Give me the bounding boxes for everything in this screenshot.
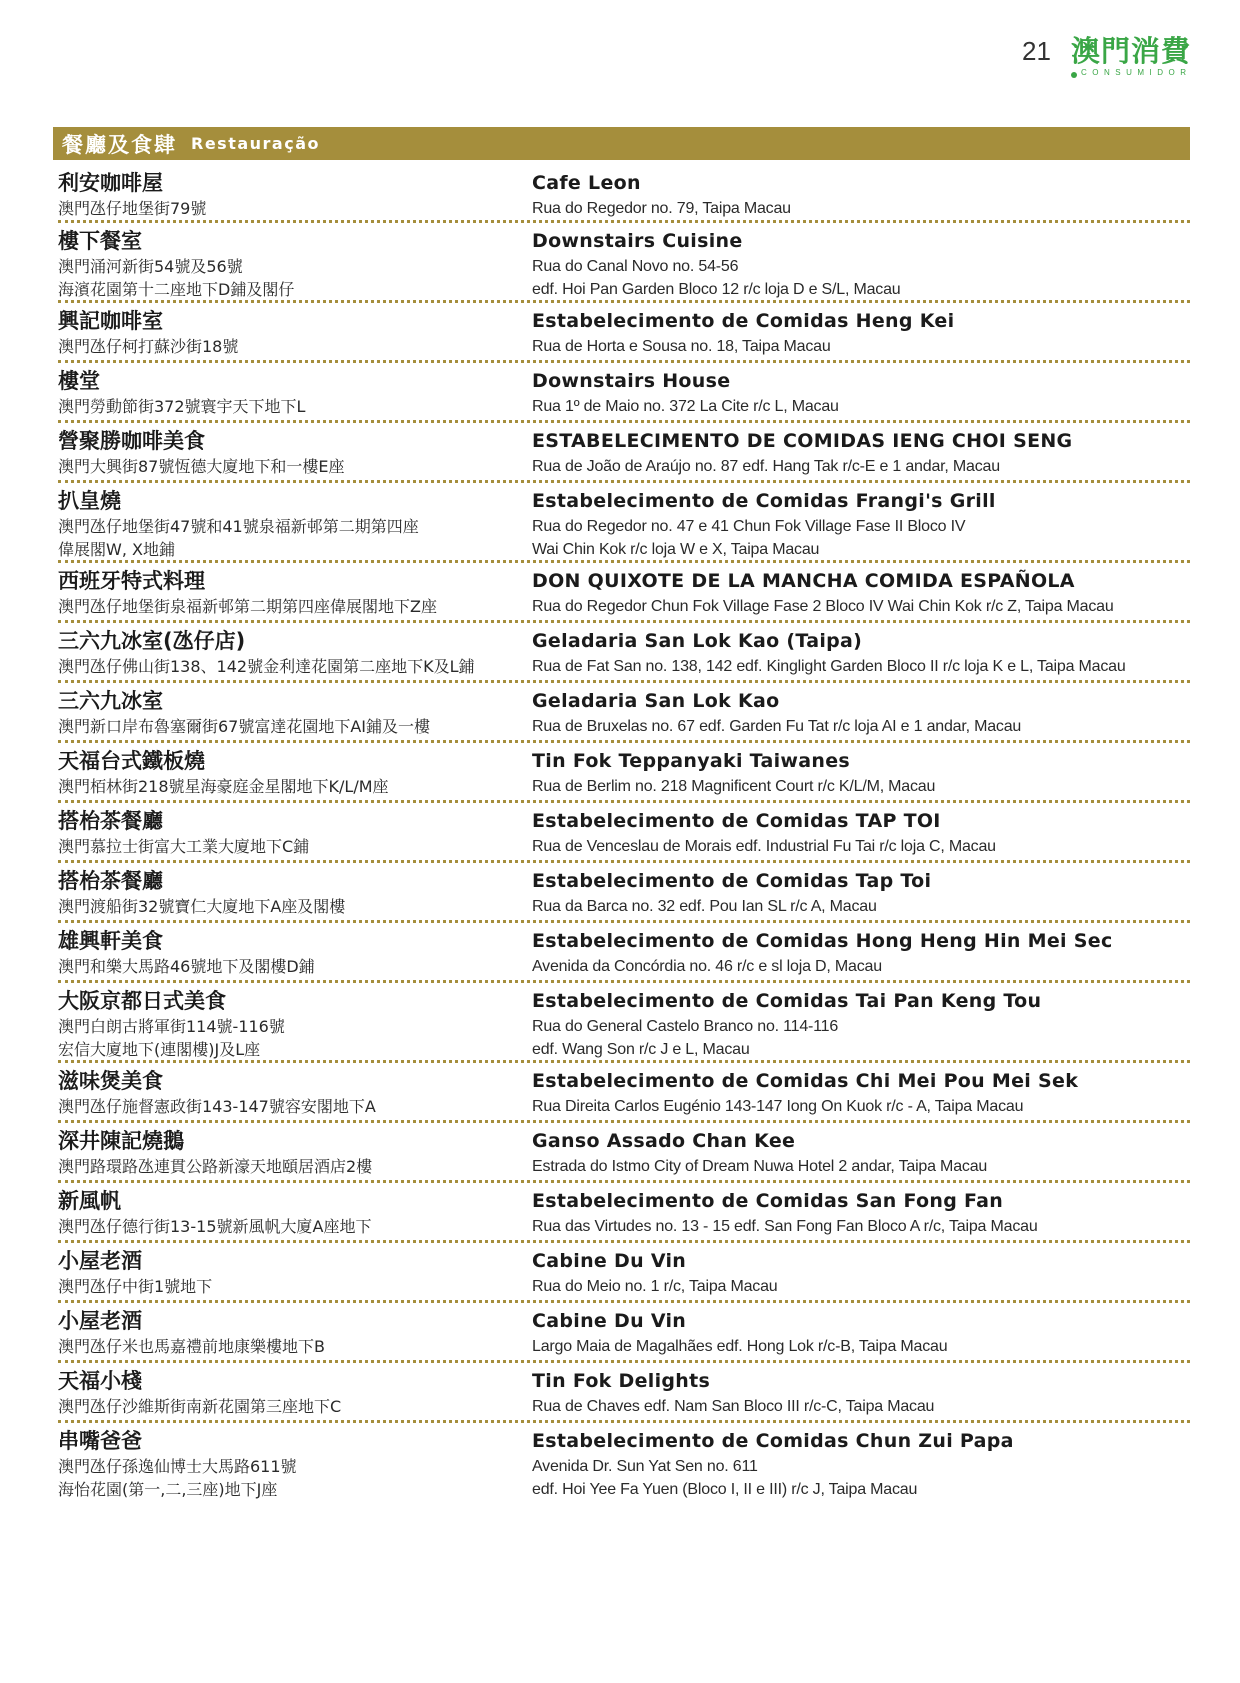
list-item <box>58 1363 1190 1423</box>
restaurant-name-zh: 利安咖啡屋 <box>58 171 163 195</box>
address-line-pt: Rua do Regedor no. 79, Taipa Macau <box>532 200 791 217</box>
chinese-column <box>58 423 532 480</box>
address-line-zh: 澳門路環路氹連貫公路新濠天地頤居酒店2樓 <box>58 1157 373 1176</box>
restaurant-name-zh: 興記咖啡室 <box>58 309 163 333</box>
restaurant-name-zh: 三六九冰室(氹仔店) <box>58 629 246 653</box>
list-item <box>58 863 1190 923</box>
address-line-pt: Rua de Berlim no. 218 Magnificent Court r/c K/L/M, Macau <box>532 778 936 795</box>
address-line-zh: 澳門氹仔孫逸仙博士大馬路611號 <box>58 1457 297 1476</box>
address-line-pt: Rua Direita Carlos Eugénio 143-147 Iong On Kuok r/c - A, Taipa Macau <box>532 1098 1024 1115</box>
portuguese-column <box>532 165 1190 220</box>
page-number: 21 <box>1022 36 1051 66</box>
restaurant-name-zh: 樓堂 <box>58 369 100 393</box>
list-item <box>58 563 1190 623</box>
chinese-column <box>58 1303 532 1360</box>
list-item <box>58 1243 1190 1303</box>
list-item <box>58 923 1190 983</box>
portuguese-column <box>532 863 1190 920</box>
list-item <box>58 165 1190 223</box>
list-item <box>58 1423 1190 1503</box>
chinese-column <box>58 363 532 420</box>
section-title-pt: Restauração <box>191 134 320 153</box>
portuguese-column <box>532 1243 1190 1300</box>
restaurant-name-zh: 搭枱茶餐廳 <box>58 809 163 833</box>
address-line-pt: Rua das Virtudes no. 13 - 15 edf. San Fong Fan Bloco A r/c, Taipa Macau <box>532 1218 1038 1235</box>
restaurant-name-pt: Cabine Du Vin <box>532 1310 687 1332</box>
chinese-column <box>58 923 532 980</box>
address-line-pt: Rua do Regedor Chun Fok Village Fase 2 Bloco IV Wai Chin Kok r/c Z, Taipa Macau <box>532 598 1114 615</box>
restaurant-name-pt: Estabelecimento de Comidas Tai Pan Keng Tou <box>532 990 1042 1012</box>
chinese-column <box>58 863 532 920</box>
address-line-zh: 澳門氹仔柯打蘇沙街18號 <box>58 337 239 356</box>
portuguese-column <box>532 803 1190 860</box>
address-line-zh: 澳門氹仔地堡街泉福新邨第二期第四座偉展閣地下Z座 <box>58 597 437 616</box>
chinese-column <box>58 483 532 560</box>
chinese-column <box>58 1363 532 1420</box>
address-line-zh: 澳門慕拉士街富大工業大廈地下C鋪 <box>58 837 310 856</box>
portuguese-column <box>532 1123 1190 1180</box>
chinese-column <box>58 743 532 800</box>
address-line-pt: Rua de Chaves edf. Nam San Bloco III r/c-C, Taipa Macau <box>532 1398 935 1415</box>
address-line-zh: 澳門涌河新街54號及56號 <box>58 257 243 276</box>
portuguese-column <box>532 683 1190 740</box>
address-line-pt: Rua do General Castelo Branco no. 114-116 <box>532 1018 839 1035</box>
chinese-column <box>58 1243 532 1300</box>
portuguese-column <box>532 1423 1190 1503</box>
portuguese-column <box>532 923 1190 980</box>
address-line-pt: edf. Hoi Yee Fa Yuen (Bloco I, II e III) r/c J, Taipa Macau <box>532 1481 918 1498</box>
restaurant-name-pt: Tin Fok Delights <box>532 1370 711 1392</box>
list-item <box>58 1183 1190 1243</box>
restaurant-name-pt: Estabelecimento de Comidas Chi Mei Pou Mei Sek <box>532 1070 1079 1092</box>
restaurant-name-zh: 天福台式鐵板燒 <box>58 749 205 773</box>
brand-subtitle: CONSUMIDOR <box>1081 68 1192 77</box>
list-item <box>58 623 1190 683</box>
address-line-pt: Rua de Fat San no. 138, 142 edf. Kinglight Garden Bloco II r/c loja K e L, Taipa Macau <box>532 658 1126 675</box>
restaurant-name-zh: 天福小棧 <box>58 1369 142 1393</box>
address-line-zh: 澳門栢林街218號星海豪庭金星閣地下K/L/M座 <box>58 777 389 796</box>
restaurant-name-pt: Estabelecimento de Comidas TAP TOI <box>532 810 941 832</box>
chinese-column <box>58 803 532 860</box>
chinese-column <box>58 303 532 360</box>
address-line-zh: 澳門新口岸布魯塞爾街67號富達花園地下AI鋪及一樓 <box>58 717 431 736</box>
address-line-pt: Wai Chin Kok r/c loja W e X, Taipa Macau <box>532 541 820 558</box>
restaurant-name-pt: ESTABELECIMENTO DE COMIDAS IENG CHOI SENG <box>532 430 1073 452</box>
address-line-pt: Rua da Barca no. 32 edf. Pou Ian SL r/c A, Macau <box>532 898 877 915</box>
restaurant-name-zh: 扒皇燒 <box>58 489 121 513</box>
chinese-column <box>58 683 532 740</box>
address-line-zh: 澳門氹仔地堡街79號 <box>58 199 207 218</box>
address-line-zh: 澳門氹仔中街1號地下 <box>58 1277 213 1296</box>
list-item <box>58 423 1190 483</box>
brand-title: 澳門消費 <box>1071 34 1192 68</box>
restaurant-name-zh: 新風帆 <box>58 1189 121 1213</box>
restaurant-name-zh: 西班牙特式料理 <box>58 569 205 593</box>
section-title-zh: 餐廳及食肆 <box>62 132 177 157</box>
portuguese-column <box>532 1183 1190 1240</box>
restaurant-name-pt: Cafe Leon <box>532 172 641 194</box>
restaurant-name-pt: DON QUIXOTE DE LA MANCHA COMIDA ESPAÑOLA <box>532 570 1075 592</box>
address-line-zh: 澳門白朗古將軍街114號-116號 <box>58 1017 285 1036</box>
portuguese-column <box>532 743 1190 800</box>
address-line-zh: 海濱花園第十二座地下D鋪及閣仔 <box>58 280 295 299</box>
address-line-zh: 澳門氹仔佛山街138、142號金利達花園第二座地下K及L鋪 <box>58 657 475 676</box>
portuguese-column <box>532 423 1190 480</box>
address-line-zh: 澳門氹仔德行街13-15號新風帆大廈A座地下 <box>58 1217 372 1236</box>
portuguese-column <box>532 483 1190 560</box>
list-item <box>58 223 1190 303</box>
chinese-column <box>58 1063 532 1120</box>
restaurant-name-zh: 小屋老酒 <box>58 1309 142 1333</box>
list-item <box>58 803 1190 863</box>
restaurant-name-zh: 大阪京都日式美食 <box>58 989 226 1013</box>
address-line-zh: 澳門大興街87號恆德大廈地下和一樓E座 <box>58 457 345 476</box>
restaurant-name-zh: 搭枱茶餐廳 <box>58 869 163 893</box>
restaurant-name-zh: 小屋老酒 <box>58 1249 142 1273</box>
portuguese-column <box>532 1363 1190 1420</box>
restaurant-name-zh: 樓下餐室 <box>58 229 142 253</box>
address-line-zh: 澳門氹仔沙維斯街南新花園第三座地下C <box>58 1397 342 1416</box>
list-item <box>58 483 1190 563</box>
address-line-zh: 澳門和樂大馬路46號地下及閣樓D鋪 <box>58 957 315 976</box>
restaurant-name-pt: Estabelecimento de Comidas Chun Zui Papa <box>532 1430 1014 1452</box>
restaurant-name-pt: Estabelecimento de Comidas Frangi's Grill <box>532 490 996 512</box>
restaurant-name-zh: 三六九冰室 <box>58 689 163 713</box>
chinese-column <box>58 563 532 620</box>
portuguese-column <box>532 363 1190 420</box>
list-item <box>58 303 1190 363</box>
restaurant-name-pt: Cabine Du Vin <box>532 1250 687 1272</box>
address-line-pt: edf. Hoi Pan Garden Bloco 12 r/c loja D e S/L, Macau <box>532 281 901 298</box>
address-line-pt: Avenida Dr. Sun Yat Sen no. 611 <box>532 1458 758 1475</box>
address-line-pt: Rua de Venceslau de Morais edf. Industrial Fu Tai r/c loja C, Macau <box>532 838 996 855</box>
portuguese-column <box>532 623 1190 680</box>
address-line-zh: 澳門氹仔米也馬嘉禮前地康樂樓地下B <box>58 1337 325 1356</box>
restaurant-name-pt: Ganso Assado Chan Kee <box>532 1130 796 1152</box>
address-line-pt: Rua do Regedor no. 47 e 41 Chun Fok Village Fase II Bloco IV <box>532 518 966 535</box>
chinese-column <box>58 1123 532 1180</box>
address-line-zh: 宏信大廈地下(連閣樓)J及L座 <box>58 1040 261 1059</box>
chinese-column <box>58 165 532 220</box>
address-line-zh: 偉展閣W, X地鋪 <box>58 540 175 559</box>
chinese-column <box>58 223 532 300</box>
address-line-pt: Rua de João de Araújo no. 87 edf. Hang Tak r/c-E e 1 andar, Macau <box>532 458 1000 475</box>
address-line-pt: Largo Maia de Magalhães edf. Hong Lok r/c-B, Taipa Macau <box>532 1338 948 1355</box>
restaurant-name-zh: 營聚勝咖啡美食 <box>58 429 205 453</box>
restaurant-name-pt: Downstairs Cuisine <box>532 230 743 252</box>
address-line-zh: 澳門氹仔地堡街47號和41號泉福新邨第二期第四座 <box>58 517 419 536</box>
section-header <box>53 127 1190 160</box>
restaurant-name-zh: 滋味煲美食 <box>58 1069 163 1093</box>
restaurant-name-zh: 串嘴爸爸 <box>58 1429 142 1453</box>
restaurant-name-pt: Estabelecimento de Comidas San Fong Fan <box>532 1190 1004 1212</box>
restaurant-name-zh: 深井陳記燒鵝 <box>58 1129 184 1153</box>
brand-dot-icon <box>1071 72 1077 78</box>
address-line-pt: Rua do Canal Novo no. 54-56 <box>532 258 739 275</box>
address-line-pt: Rua do Meio no. 1 r/c, Taipa Macau <box>532 1278 778 1295</box>
address-line-zh: 澳門勞動節街372號寰宇天下地下L <box>58 397 306 416</box>
list-item <box>58 743 1190 803</box>
chinese-column <box>58 1423 532 1503</box>
portuguese-column <box>532 563 1190 620</box>
address-line-pt: Estrada do Istmo City of Dream Nuwa Hotel 2 andar, Taipa Macau <box>532 1158 988 1175</box>
restaurant-name-pt: Tin Fok Teppanyaki Taiwanes <box>532 750 851 772</box>
address-line-pt: Rua 1º de Maio no. 372 La Cite r/c L, Macau <box>532 398 839 415</box>
portuguese-column <box>532 983 1190 1060</box>
restaurant-name-pt: Geladaria San Lok Kao <box>532 690 780 712</box>
restaurant-name-pt: Estabelecimento de Comidas Tap Toi <box>532 870 932 892</box>
restaurant-name-pt: Estabelecimento de Comidas Hong Heng Hin Mei Sec <box>532 930 1113 952</box>
list-item <box>58 363 1190 423</box>
address-line-zh: 澳門渡船街32號寶仁大廈地下A座及閣樓 <box>58 897 346 916</box>
list-item <box>58 1063 1190 1123</box>
restaurant-name-pt: Downstairs House <box>532 370 731 392</box>
chinese-column <box>58 1183 532 1240</box>
chinese-column <box>58 623 532 680</box>
address-line-zh: 澳門氹仔施督憲政街143-147號容安閣地下A <box>58 1097 376 1116</box>
portuguese-column <box>532 303 1190 360</box>
address-line-pt: edf. Wang Son r/c J e L, Macau <box>532 1041 750 1058</box>
restaurant-name-zh: 雄興軒美食 <box>58 929 163 953</box>
restaurant-name-pt: Estabelecimento de Comidas Heng Kei <box>532 310 955 332</box>
address-line-zh: 海怡花園(第一,二,三座)地下J座 <box>58 1480 278 1499</box>
address-line-pt: Rua de Horta e Sousa no. 18, Taipa Macau <box>532 338 831 355</box>
list-item <box>58 1123 1190 1183</box>
brand-logo <box>1071 34 1191 78</box>
address-line-pt: Rua de Bruxelas no. 67 edf. Garden Fu Tat r/c loja AI e 1 andar, Macau <box>532 718 1022 735</box>
portuguese-column <box>532 1063 1190 1120</box>
list-item <box>58 983 1190 1063</box>
restaurant-list <box>58 165 1190 1503</box>
portuguese-column <box>532 223 1190 300</box>
list-item <box>58 683 1190 743</box>
address-line-pt: Avenida da Concórdia no. 46 r/c e sl loja D, Macau <box>532 958 882 975</box>
portuguese-column <box>532 1303 1190 1360</box>
chinese-column <box>58 983 532 1060</box>
restaurant-name-pt: Geladaria San Lok Kao (Taipa) <box>532 630 863 652</box>
list-item <box>58 1303 1190 1363</box>
